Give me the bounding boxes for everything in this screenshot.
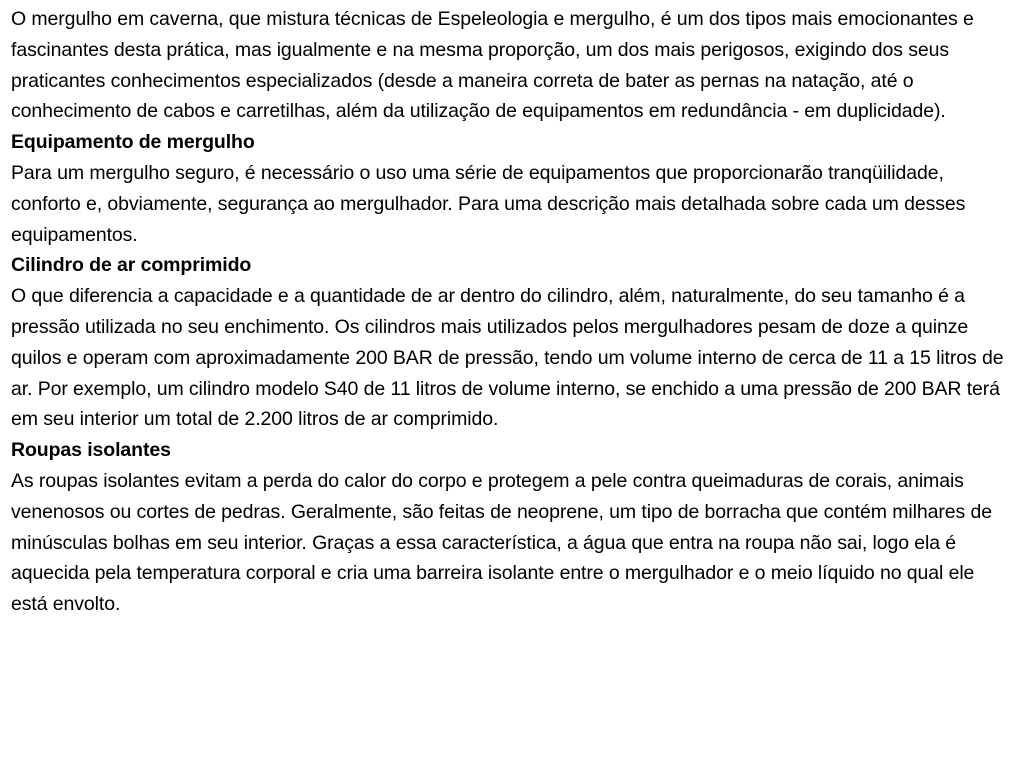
intro-paragraph: O mergulho em caverna, que mistura técnicas de Espeleologia e mergulho, é um dos tipos mais emocionantes e fascinantes desta prática, mas igualmente e na mesma proporção, um dos mais perigosos, exigindo dos seus praticantes conhecimentos especializados (desde a maneira correta de bater as pernas na natação, até o conhecimento de cabos e carretilhas, além da utilização de equipamentos em redundância - em duplicidade). [11, 8, 974, 123]
section-body-wetsuits: As roupas isolantes evitam a perda do calor do corpo e protegem a pele contra queimaduras de corais, animais venenosos ou cortes de pedras. Geralmente, são feitas de neoprene, um tipo de borracha que contém milhares de minúsculas bolhas em seu interior. Graças a essa característica, a água que entra na roupa não sai, logo ela é aquecida pela temperatura corporal e cria uma barreira isolante entre o mergulhador e o meio líquido no qual ele está envolto. [11, 469, 992, 616]
section-body-cylinder: O que diferencia a capacidade e a quantidade de ar dentro do cilindro, além, naturalmente, do seu tamanho é a pressão utilizada no seu enchimento. Os cilindros mais utilizados pelos mergulhadores pesam de doze a quinze quilos e operam com aproximadamente 200 BAR de pressão, tendo um volume interno de cerca de 11 a 15 litros de ar. Por exemplo, um cilindro modelo S40 de 11 litros de volume interno, se enchido a uma pressão de 200 BAR terá em seu interior um total de 2.200 litros de ar comprimido. [11, 285, 1004, 431]
section-heading-cylinder: Cilindro de ar comprimido [11, 254, 252, 277]
section-heading-equipment: Equipamento de mergulho [11, 131, 255, 154]
section-heading-wetsuits: Roupas isolantes [11, 439, 171, 462]
slide-text-body [11, 4, 1014, 620]
section-body-equipment: Para um mergulho seguro, é necessário o uso uma série de equipamentos que proporcionarão tranqüilidade, conforto e, obviamente, segurança ao mergulhador. Para uma descrição mais detalhada sobre cada um desses equipamentos. [11, 161, 966, 246]
